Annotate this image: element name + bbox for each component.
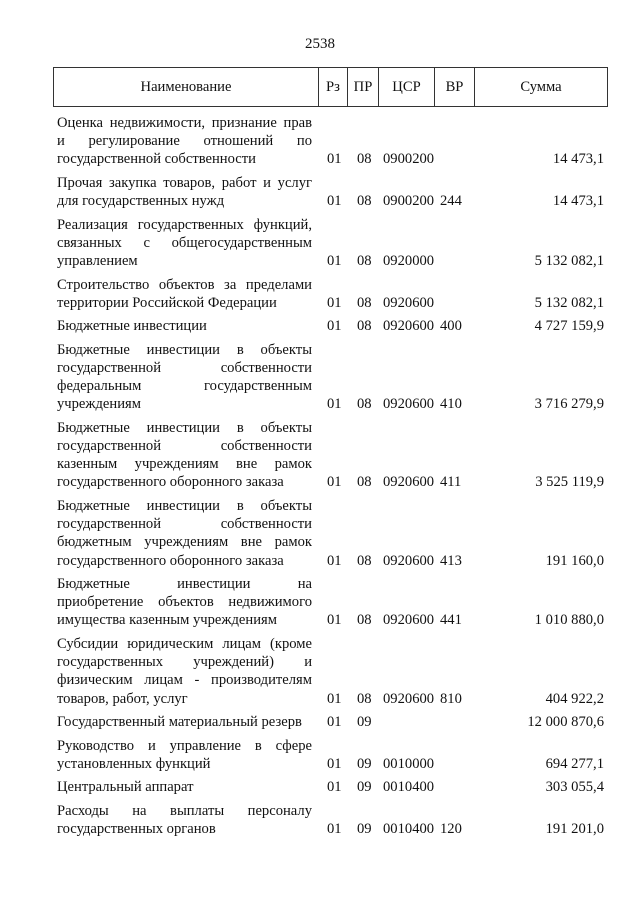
row-pr: 08 xyxy=(357,193,372,210)
row-rz: 01 xyxy=(327,151,342,168)
table-row xyxy=(53,575,608,630)
row-vr: 441 xyxy=(440,612,462,629)
table-row xyxy=(53,737,608,773)
row-csr: 0920000 xyxy=(383,253,435,270)
row-csr: 0920600 xyxy=(383,474,435,491)
row-sum: 4 727 159,9 xyxy=(534,318,604,335)
header-csr: ЦСР xyxy=(379,68,435,106)
table-row xyxy=(53,174,608,210)
row-rz: 01 xyxy=(327,396,342,413)
row-name: Бюджетные инвестиции на приобретение объектов недвижимого имущества казенным учреждениям xyxy=(57,576,312,629)
row-pr: 08 xyxy=(357,690,372,707)
table-row xyxy=(53,114,608,169)
row-csr: 0010000 xyxy=(383,755,435,772)
row-pr: 09 xyxy=(357,755,372,772)
row-sum: 5 132 082,1 xyxy=(534,294,604,311)
row-sum: 191 160,0 xyxy=(545,552,604,569)
table-row xyxy=(53,802,608,838)
row-sum: 1 010 880,0 xyxy=(534,612,604,629)
row-vr: 810 xyxy=(440,690,462,707)
row-pr: 08 xyxy=(357,294,372,311)
row-csr: 0920600 xyxy=(383,690,435,707)
table-row xyxy=(53,341,608,414)
header-sum: Сумма xyxy=(520,78,562,95)
row-pr: 09 xyxy=(357,714,372,731)
row-name: Реализация государственных функций, связанных с общегосударственным управлением xyxy=(57,216,312,270)
row-pr: 08 xyxy=(357,612,372,629)
row-name: Центральный аппарат xyxy=(57,779,194,796)
table-header xyxy=(53,67,608,107)
row-rz: 01 xyxy=(327,294,342,311)
row-vr: 120 xyxy=(440,820,462,837)
row-pr: 08 xyxy=(357,151,372,168)
row-name: Бюджетные инвестиции в объекты государственной собственности бюджетным учреждениям вне рамок государственного оборонного заказа xyxy=(57,497,312,569)
row-sum: 3 525 119,9 xyxy=(535,474,604,491)
row-rz: 01 xyxy=(327,755,342,772)
row-vr: 410 xyxy=(440,396,462,413)
table-row xyxy=(53,216,608,271)
table-row xyxy=(53,317,608,335)
row-vr: 411 xyxy=(440,474,462,491)
row-sum: 191 201,0 xyxy=(545,820,604,837)
row-name: Прочая закупка товаров, работ и услуг для государственных нужд xyxy=(57,174,312,210)
row-sum: 5 132 082,1 xyxy=(534,253,604,270)
row-rz: 01 xyxy=(327,714,342,731)
row-pr: 08 xyxy=(357,474,372,491)
table-row xyxy=(53,635,608,708)
row-rz: 01 xyxy=(327,318,342,335)
table-row xyxy=(53,778,608,796)
row-rz: 01 xyxy=(327,474,342,491)
row-sum: 404 922,2 xyxy=(545,690,604,707)
header-vr: ВР xyxy=(435,68,475,106)
table-row xyxy=(53,713,608,731)
row-pr: 08 xyxy=(357,396,372,413)
table-row xyxy=(53,276,608,312)
row-rz: 01 xyxy=(327,779,342,796)
row-pr: 09 xyxy=(357,779,372,796)
table-row xyxy=(53,419,608,492)
row-pr: 08 xyxy=(357,253,372,270)
row-rz: 01 xyxy=(327,253,342,270)
row-csr: 0920600 xyxy=(383,612,435,629)
row-csr: 0920600 xyxy=(383,396,435,413)
row-pr: 09 xyxy=(357,820,372,837)
row-sum: 12 000 870,6 xyxy=(527,714,604,731)
row-csr: 0900200 xyxy=(383,151,435,168)
row-name: Строительство объектов за пределами территории Российской Федерации xyxy=(57,276,312,311)
row-sum: 14 473,1 xyxy=(552,193,604,210)
row-name: Оценка недвижимости, признание прав и регулирование отношений по государственной собственности xyxy=(57,115,312,168)
table-row xyxy=(53,497,608,570)
row-csr: 0900200 xyxy=(383,193,435,210)
row-rz: 01 xyxy=(327,552,342,569)
row-csr: 0920600 xyxy=(383,294,435,311)
row-name: Субсидии юридическим лицам (кроме государственных учреждений) и физическим лицам - производителям товаров, работ, услуг xyxy=(57,635,312,707)
row-pr: 08 xyxy=(357,552,372,569)
row-csr: 0920600 xyxy=(383,552,435,569)
row-name: Государственный материальный резерв xyxy=(57,714,302,731)
row-pr: 08 xyxy=(357,318,372,335)
header-pr: ПР xyxy=(348,68,379,106)
row-vr: 400 xyxy=(440,318,462,335)
row-csr: 0920600 xyxy=(383,318,435,335)
row-name: Руководство и управление в сфере установленных функций xyxy=(57,737,312,772)
header-rz: Рз xyxy=(319,68,348,106)
row-csr: 0010400 xyxy=(383,779,435,796)
row-name: Бюджетные инвестиции в объекты государственной собственности казенным учреждениям вне рамок государственного оборонного заказа xyxy=(57,419,312,491)
header-name: Наименование xyxy=(54,68,319,106)
row-name: Расходы на выплаты персоналу государственных органов xyxy=(57,802,312,837)
row-rz: 01 xyxy=(327,612,342,629)
row-csr: 0010400 xyxy=(383,820,435,837)
table-body xyxy=(53,114,608,843)
row-rz: 01 xyxy=(327,193,342,210)
row-name: Бюджетные инвестиции в объекты государственной собственности федеральным государственным учреждениям xyxy=(57,341,312,413)
row-vr: 244 xyxy=(440,193,462,210)
row-sum: 3 716 279,9 xyxy=(534,396,604,413)
row-sum: 303 055,4 xyxy=(545,779,604,796)
row-name: Бюджетные инвестиции xyxy=(57,318,207,335)
row-rz: 01 xyxy=(327,690,342,707)
row-sum: 694 277,1 xyxy=(545,755,604,772)
row-sum: 14 473,1 xyxy=(552,151,604,168)
row-vr: 413 xyxy=(440,552,462,569)
page-number: 2538 xyxy=(305,36,335,52)
row-rz: 01 xyxy=(327,820,342,837)
